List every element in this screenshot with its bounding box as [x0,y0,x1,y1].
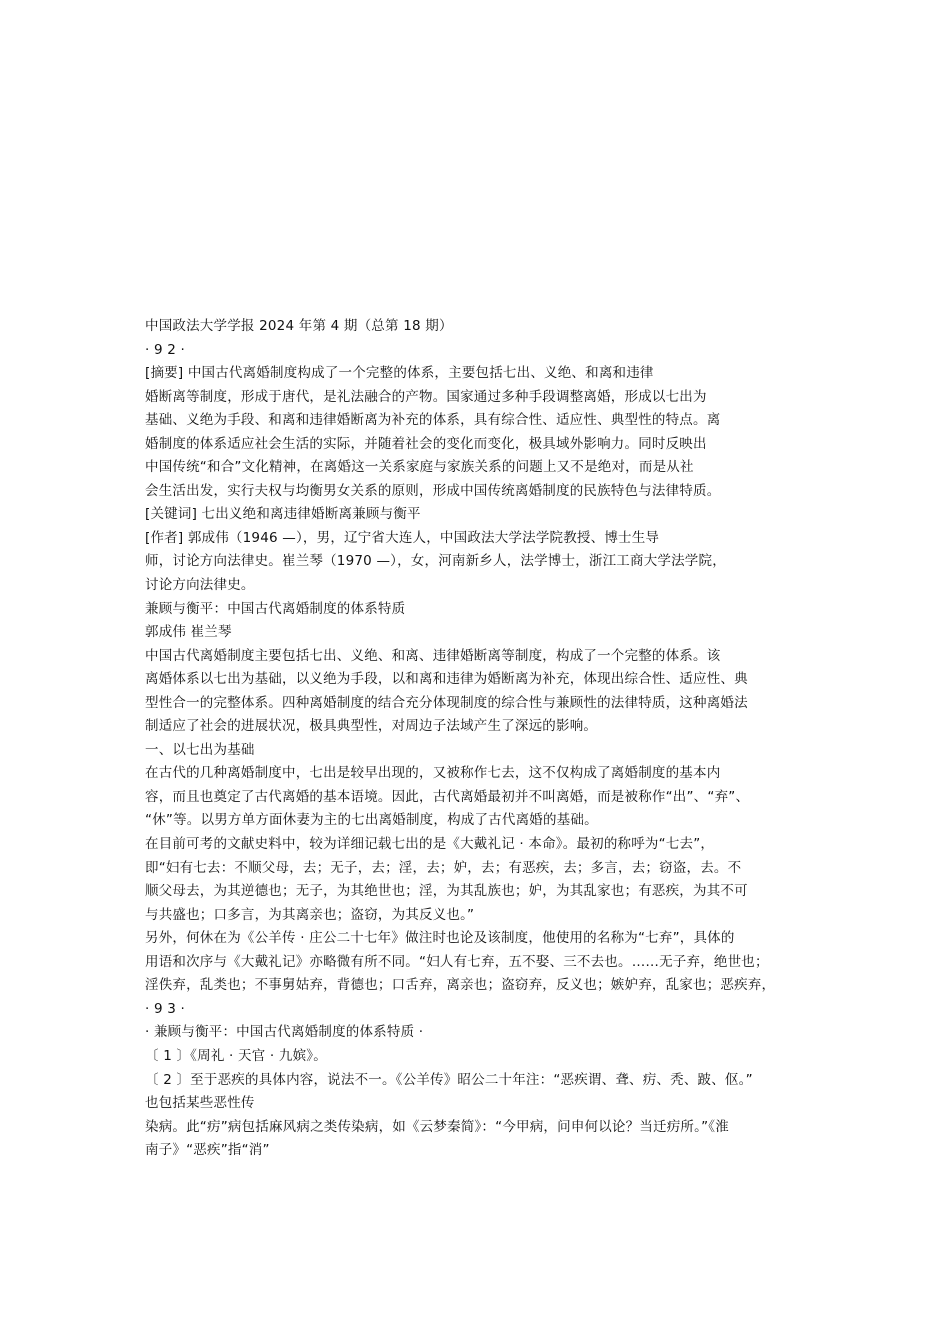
text-line: 淫佚弃，乱类也；不事舅姑弃，背德也；口舌弃，离亲也；盗窃弃，反义也；嫉妒弃，乱家也；恶疾弃， [145,977,776,994]
text-line: [摘要] 中国古代离婚制度构成了一个完整的体系，主要包括七出、义绝、和离和违律 [145,365,654,382]
text-line: 中国古代离婚制度主要包括七出、义绝、和离、违律婚断离等制度，构成了一个完整的体系。该 [145,647,721,664]
text-line: 与共盛也；口多言，为其离亲也；盗窃，为其反义也。” [145,906,475,923]
text-line: 在目前可考的文献史料中，较为详细记载七出的是《大戴礼记 · 本命》。最初的称呼为“七去”， [145,836,715,853]
text-line: · 兼顾与衡平：中国古代离婚制度的体系特质 · [145,1024,424,1041]
text-line: 〔 1 〕《周礼 · 天官 · 九嫔》。 [145,1047,327,1064]
text-line: 制适应了社会的进展状况，极具典型性，对周边子法域产生了深远的影响。 [145,718,598,735]
text-line: 师，讨论方向法律史。崔兰琴（1970 —），女，河南新乡人，法学博士，浙江工商大学法学院， [145,553,726,570]
text-line: 中国传统“和合”文化精神，在离婚这一关系家庭与家族关系的问题上又不是绝对，而是从社 [145,459,694,476]
text-line: 婚断离等制度，形成于唐代，是礼法融合的产物。国家通过多种手段调整离婚，形成以七出为 [145,388,707,405]
text-line: 用语和次序与《大戴礼记》亦略微有所不同。“妇人有七弃，五不娶、三不去也。……无子弃，绝世也； [145,953,769,970]
text-line: “休”等。以男方单方面休妻为主的七出离婚制度，构成了古代离婚的基础。 [145,812,598,829]
text-line: 南子》“恶疾”指“消” [145,1142,270,1159]
text-line: 讨论方向法律史。 [145,577,255,594]
text-line: 会生活出发，实行夫权与均衡男女关系的原则，形成中国传统离婚制度的民族特色与法律特质。 [145,482,721,499]
text-line: [作者] 郭成伟（1946 —），男，辽宁省大连人，中国政法大学法学院教授、博士生导 [145,529,660,546]
text-line: 〔 2 〕至于恶疾的具体内容，说法不一。《公羊传》昭公二十年注：“恶疾谓、聋、疠、秃、跛、伛。” [145,1071,753,1088]
text-line: 顺父母去，为其逆德也；无子，为其绝世也；淫，为其乱族也；妒，为其乱家也；有恶疾，为其不可 [145,883,748,900]
text-line: 即“妇有七去：不顺父母，去；无子，去；淫，去；妒，去；有恶疾，去；多言，去；窃盗，去。不 [145,859,742,876]
text-line: · 9 2 · [145,341,186,358]
text-line: 也包括某些恶性传 [145,1095,255,1112]
text-line: 型性合一的完整体系。四种离婚制度的结合充分体现制度的综合性与兼顾性的法律特质，这种离婚法 [145,694,748,711]
document-body [145,315,845,1163]
text-line: 中国政法大学学报 2024 年第 4 期（总第 18 期） [145,318,453,334]
text-line: 基础、义绝为手段、和离和违律婚断离为补充的体系，具有综合性、适应性、典型性的特点。离 [145,412,721,429]
text-line: 容，而且也奠定了古代离婚的基本语境。因此，古代离婚最初并不叫离婚，而是被称作“出”、“弃”、 [145,788,750,805]
text-line: [关键词] 七出义绝和离违律婚断离兼顾与衡平 [145,506,421,523]
text-line: 另外，何休在为《公羊传 · 庄公二十七年》做注时也论及该制度，他使用的名称为“七弃”，具体的 [145,930,735,947]
text-line: · 9 3 · [145,1000,186,1017]
text-line: 离婚体系以七出为基础，以义绝为手段，以和离和违律为婚断离为补充，体现出综合性、适应性、典 [145,671,748,688]
text-line: 婚制度的体系适应社会生活的实际，并随着社会的变化而变化，极具域外影响力。同时反映出 [145,435,707,452]
text-line: 染病。此“疠”病包括麻风病之类传染病，如《云梦秦简》：“今甲病，问申何以论？当迁疠所。”《淮 [145,1118,729,1135]
text-line: 郭成伟 崔兰琴 [145,624,232,641]
text-line: 一、以七出为基础 [145,741,255,758]
text-line: 在古代的几种离婚制度中，七出是较早出现的，又被称作七去，这不仅构成了离婚制度的基本内 [145,765,721,782]
text-line: 兼顾与衡平：中国古代离婚制度的体系特质 [145,600,406,617]
